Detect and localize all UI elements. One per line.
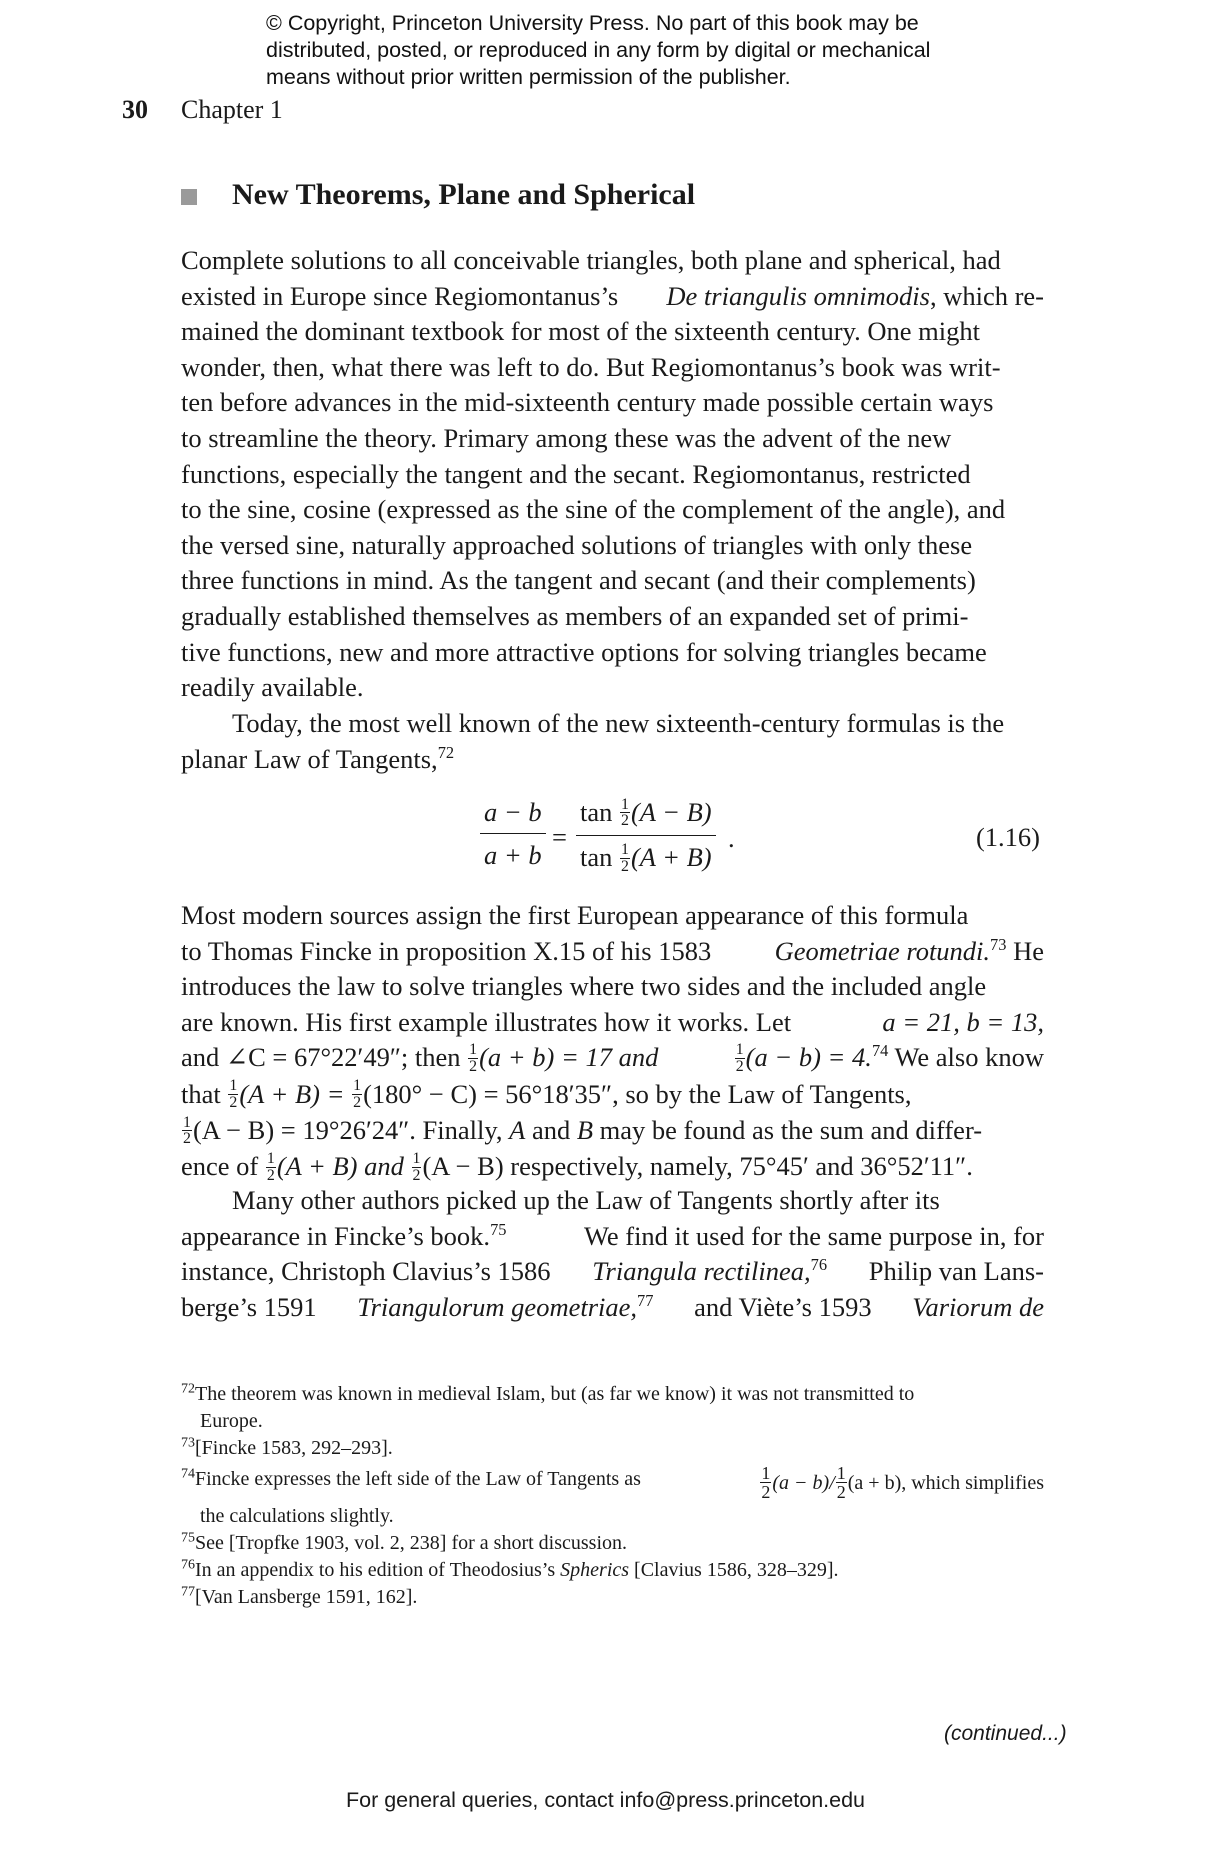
footnote-ref: 75	[490, 1219, 507, 1239]
equation-number: (1.16)	[975, 822, 1040, 852]
text-line: introduces the law to solve triangles where two sides and the included angle	[181, 971, 987, 1002]
text-line: Many other authors picked up the Law of Tangents shortly after its	[232, 1185, 940, 1215]
text-line: mained the dominant textbook for most of the sixteenth century. One might	[181, 316, 980, 347]
text-line: readily available.	[181, 672, 364, 703]
text-line: Complete solutions to all conceivable triangles, both plane and spherical, had	[181, 245, 1001, 275]
text-line: three functions in mind. As the tangent and secant (and their complements)	[181, 565, 976, 596]
footnote-ref: 73	[990, 934, 1007, 954]
text-line: wonder, then, what there was left to do. But Regiomontanus’s book was writ-	[181, 351, 1001, 382]
text-line: Most modern sources assign the first European appearance of this formula	[181, 900, 969, 930]
text-line: to the sine, cosine (expressed as the sine of the complement of the angle), and	[181, 494, 1006, 525]
footnote-75: $^{75}$See [Tropfke 1903, vol. 2, 238] for a short discussion.	[181, 1530, 628, 1554]
text-line: existed in Europe since Regiomontanus’s De triangulis omnimodis, which re-	[181, 280, 1044, 311]
square-bullet-icon	[181, 189, 197, 205]
text-line: the versed sine, naturally approached solutions of triangles with only these	[181, 529, 973, 560]
contact-line: For general queries, contact info@press.princeton.edu	[346, 1788, 866, 1812]
text-line: berge’s 1591 Triangulorum geometriae,$^{77}$ and Viète’s 1593 Variorum de	[181, 1290, 1044, 1322]
text-line: functions, especially the tangent and the secant. Regiomontanus, restricted	[181, 458, 971, 489]
paragraph-1	[181, 243, 1044, 706]
footnote-72: $^{72}$The theorem was known in medieval Islam, but (as far we know) it was not transmitted to Europe.	[181, 1381, 915, 1432]
text-line: that $\frac{1}{2}$ (A + B) = $\frac{1}{2}$ (180° − C) = 56°18′35″, so by the Law of Tangents,	[181, 1077, 912, 1112]
footnote-ref: 74	[871, 1041, 889, 1061]
footnote-ref: 72	[437, 742, 455, 762]
text-line: are known. His first example illustrates how it works. Let a = 21, b = 13,	[181, 1006, 1044, 1037]
paragraph-3	[181, 898, 1044, 1186]
footnote-73: $^{73}$[Fincke 1583, 292–293].	[181, 1435, 393, 1459]
copyright-line: means without prior written permission of the publisher.	[266, 65, 791, 89]
text-line: to streamline the theory. Primary among these was the advent of the new	[181, 422, 952, 453]
footnote-76: $^{76}$In an appendix to his edition of Theodosius’s Spherics [Clavius 1586, 328–329].	[181, 1557, 839, 1581]
text-line: ence of $\frac{1}{2}$ (A + B) and $\frac{1}{2}$ (A − B) respectively, namely, 75°45′ and 36°52′11″.	[181, 1149, 973, 1184]
footnote-77: $^{77}$[Van Lansberge 1591, 162].	[181, 1584, 418, 1608]
equation-rhs: tan $\frac{1}{2}$ (A − B) tan $\frac{1}{2}$ (A + B)	[576, 795, 716, 877]
footnote-ref: 76	[810, 1255, 828, 1275]
footnote-ref: 77	[637, 1290, 654, 1310]
copyright-line: distributed, posted, or reproduced in any form by digital or mechanical	[266, 38, 931, 62]
paragraph-2	[181, 706, 1044, 777]
text-line: $\frac{1}{2}$ (A − B) = 19°26′24″. Finally, A and B may be found as the sum and differ-	[183, 1113, 983, 1148]
footnotes	[181, 1381, 1044, 1611]
page-number: 30	[122, 95, 148, 124]
text-line: gradually established themselves as members of an expanded set of primi-	[181, 600, 969, 631]
footnote-74: $^{74}$Fincke expresses the left side of the Law of Tangents as $\frac{1}{2}$ (a − b)/ $\frac{1}{2}$ (a + b), which simplifies the calculations slightly.	[181, 1463, 1044, 1527]
text-line: to Thomas Fincke in proposition X.15 of his 1583 Geometriae rotundi.$^{73}$ He	[181, 934, 1044, 966]
text-line: instance, Christoph Clavius’s 1586 Triangula rectilinea,$^{76}$ Philip van Lans-	[181, 1255, 1044, 1287]
text-line: planar Law of Tangents,$^{72}$	[181, 742, 455, 774]
equation-law-of-tangents	[480, 795, 1040, 895]
paragraph-4	[181, 1183, 1044, 1325]
chapter-label: Chapter 1	[181, 95, 283, 124]
equals-sign: =	[552, 822, 567, 852]
copyright-line: © Copyright, Princeton University Press. No part of this book may be	[266, 11, 919, 35]
section-title: New Theorems, Plane and Spherical	[232, 178, 696, 211]
text-line: and ∠C = 67°22′49″; then $\frac{1}{2}$ (a + b) = 17 and $\frac{1}{2}$ (a − b) = 4.74 We also know	[181, 1040, 1044, 1075]
continued-note: (continued...)	[944, 1722, 1067, 1745]
text-line: tive functions, new and more attractive options for solving triangles became	[181, 636, 987, 667]
text-line: appearance in Fincke’s book.$^{75}$ We find it used for the same purpose in, for	[181, 1219, 1044, 1251]
text-line: ten before advances in the mid-sixteenth century made possible certain ways	[181, 387, 994, 418]
text-line: Today, the most well known of the new sixteenth-century formulas is the	[232, 708, 1005, 738]
equation-lhs: a − b a + b	[480, 795, 546, 872]
copyright-notice	[266, 10, 1026, 91]
running-head	[122, 95, 283, 125]
equation-period: .	[728, 823, 735, 853]
